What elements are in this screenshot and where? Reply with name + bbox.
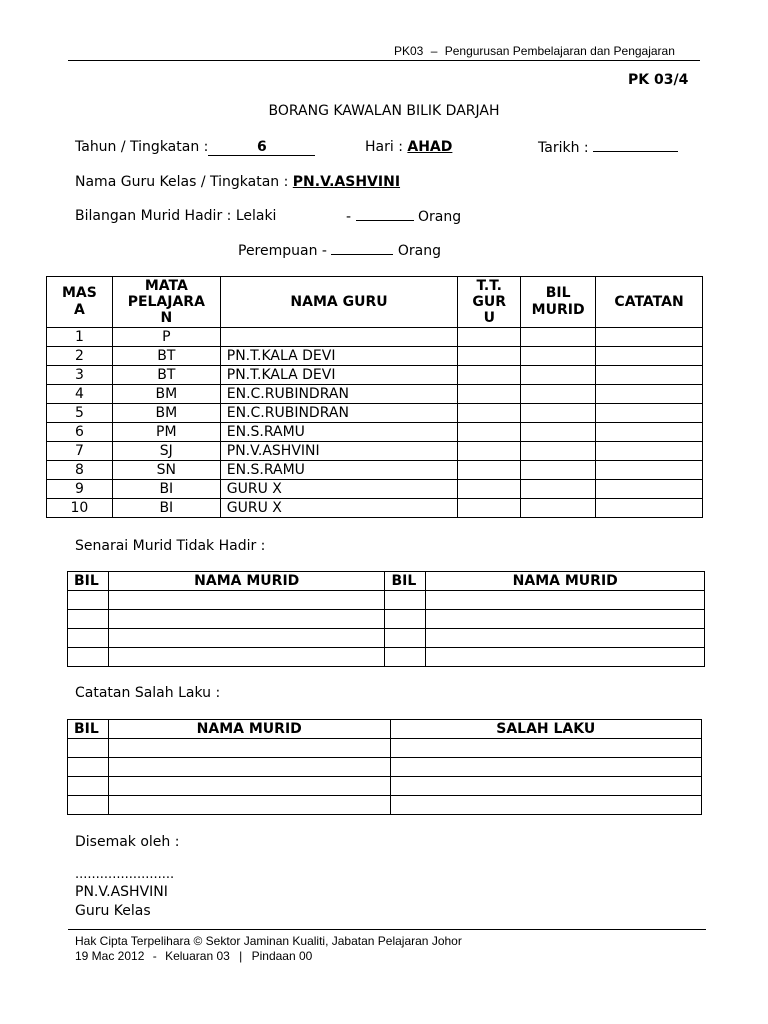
table-row [47,442,703,461]
absent-label: Senarai Murid Tidak Hadir : [75,538,266,554]
tahun-field [75,139,315,156]
bil-murid-cell [521,347,596,366]
col-mata-pelajaran [112,277,220,328]
bil-murid-cell [521,499,596,518]
table-cell [68,739,109,758]
form-code: PK 03/4 [628,72,689,88]
footer-version [75,949,312,963]
lelaki-entry [346,208,461,225]
masa-cell: 4 [47,385,113,404]
guru-kelas-field [75,174,400,190]
hari-field [365,139,452,155]
table-cell [426,648,705,667]
misconduct-col-bil: BIL [68,720,109,739]
absent-col-bil-1: BIL [68,572,109,591]
table-cell [426,629,705,648]
tt-guru-cell [458,423,521,442]
catatan-cell [596,404,703,423]
table-cell [68,610,109,629]
nama-guru-cell: PN.T.KALA DEVI [220,347,458,366]
col-mata-line3: N [160,310,173,326]
nama-guru-cell: EN.S.RAMU [220,461,458,480]
mata-pelajaran-cell: BT [112,347,220,366]
tarikh-field [538,139,678,156]
col-tt-line3: U [483,310,495,326]
bil-murid-cell [521,328,596,347]
col-bil-murid [521,277,596,328]
table-cell [68,796,109,815]
col-masa-line2: A [74,302,85,318]
table-row [47,461,703,480]
mata-pelajaran-cell: SJ [112,442,220,461]
bil-murid-cell [521,442,596,461]
page-title: BORANG KAWALAN BILIK DARJAH [268,103,500,119]
col-masa [47,277,113,328]
misconduct-col-salah: SALAH LAKU [390,720,702,739]
signoff-label: Disemak oleh : [75,834,180,850]
catatan-cell [596,328,703,347]
table-cell [68,629,109,648]
tahun-value: 6 [208,139,315,156]
schedule-header-row [47,277,703,328]
col-bil-line2: MURID [531,302,585,318]
bil-murid-cell [521,385,596,404]
tt-guru-cell [458,347,521,366]
tt-guru-cell [458,442,521,461]
hari-label: Hari : [365,139,403,155]
absent-row [68,591,705,610]
table-cell [108,629,385,648]
table-cell [385,629,426,648]
col-mata-line2: PELAJARA [127,294,205,310]
masa-cell: 9 [47,480,113,499]
table-row [47,385,703,404]
perempuan-blank [331,242,393,255]
table-cell [108,796,390,815]
header-dash: – [430,44,438,58]
footer-rule [68,929,706,930]
col-bil-line1: BIL [545,285,571,301]
tt-guru-cell [458,461,521,480]
masa-cell: 7 [47,442,113,461]
col-mata-line1: MATA [144,278,188,294]
tarikh-blank [593,139,678,152]
absent-header-row [68,572,705,591]
table-cell [68,758,109,777]
footer-copyright: Hak Cipta Terpelihara © Sektor Jaminan Kualiti, Jabatan Pelajaran Johor [75,934,462,948]
table-row [47,404,703,423]
footer-pindaan: Pindaan 00 [251,949,313,963]
table-row [47,499,703,518]
header-subtitle: Pengurusan Pembelajaran dan Pengajaran [444,44,675,58]
table-cell [68,777,109,796]
running-header [394,44,675,58]
catatan-cell [596,347,703,366]
table-row [47,328,703,347]
tt-guru-cell [458,366,521,385]
nama-guru-cell: GURU X [220,480,458,499]
col-nama-guru: NAMA GURU [220,277,458,328]
table-cell [108,739,390,758]
tt-guru-cell [458,404,521,423]
catatan-cell [596,442,703,461]
absent-row [68,648,705,667]
mata-pelajaran-cell: SN [112,461,220,480]
tahun-label: Tahun / Tingkatan : [75,139,209,155]
perempuan-orang: Orang [397,243,442,259]
absent-row [68,629,705,648]
masa-cell: 3 [47,366,113,385]
col-tt-line2: GUR [472,294,507,310]
tt-guru-cell [458,480,521,499]
misconduct-row [68,796,702,815]
catatan-cell [596,366,703,385]
nama-guru-cell: EN.S.RAMU [220,423,458,442]
col-tt-line1: T.T. [476,278,502,294]
misconduct-row [68,777,702,796]
lelaki-orang: Orang [417,209,462,225]
table-row [47,366,703,385]
col-tt-guru [458,277,521,328]
absent-row [68,610,705,629]
table-cell [108,758,390,777]
mata-pelajaran-cell: P [112,328,220,347]
lelaki-blank [356,208,414,221]
masa-cell: 5 [47,404,113,423]
masa-cell: 6 [47,423,113,442]
table-cell [385,591,426,610]
table-row [47,347,703,366]
tt-guru-cell [458,328,521,347]
catatan-cell [596,461,703,480]
tt-guru-cell [458,385,521,404]
masa-cell: 1 [47,328,113,347]
misconduct-table [67,719,702,815]
mata-pelajaran-cell: BI [112,499,220,518]
masa-cell: 8 [47,461,113,480]
footer-date: 19 Mac 2012 [75,949,145,963]
tarikh-label: Tarikh : [538,140,589,156]
signoff-role: Guru Kelas [75,903,151,919]
absent-col-nama-2: NAMA MURID [426,572,705,591]
table-cell [390,777,702,796]
footer-keluaran: Keluaran 03 [165,949,230,963]
table-cell [385,610,426,629]
table-cell [108,591,385,610]
masa-cell: 10 [47,499,113,518]
header-ref: PK03 [394,44,424,58]
masa-cell: 2 [47,347,113,366]
guru-kelas-value: PN.V.ASHVINI [292,174,401,190]
table-cell [426,591,705,610]
nama-guru-cell: PN.V.ASHVINI [220,442,458,461]
bil-murid-cell [521,366,596,385]
table-cell [108,777,390,796]
bil-murid-cell [521,461,596,480]
absent-col-nama-1: NAMA MURID [108,572,385,591]
misconduct-label: Catatan Salah Laku : [75,685,221,701]
col-masa-line1: MAS [62,285,97,301]
catatan-cell [596,385,703,404]
catatan-cell [596,480,703,499]
mata-pelajaran-cell: BI [112,480,220,499]
table-cell [108,648,385,667]
footer-sep-dash: - [152,949,157,963]
table-cell [390,739,702,758]
bil-murid-cell [521,423,596,442]
table-cell [390,758,702,777]
signoff-name: PN.V.ASHVINI [75,884,168,900]
misconduct-header-row [68,720,702,739]
misconduct-col-nama: NAMA MURID [108,720,390,739]
table-row [47,423,703,442]
perempuan-label: Perempuan - [238,243,327,259]
table-cell [108,610,385,629]
lelaki-label: Bilangan Murid Hadir : Lelaki [75,208,277,224]
table-cell [68,591,109,610]
hari-value: AHAD [407,139,453,155]
misconduct-row [68,739,702,758]
footer-sep-bar: | [239,949,243,963]
nama-guru-cell: EN.C.RUBINDRAN [220,404,458,423]
table-cell [385,648,426,667]
col-catatan: CATATAN [596,277,703,328]
table-cell [426,610,705,629]
mata-pelajaran-cell: BM [112,404,220,423]
bil-murid-cell [521,404,596,423]
absent-table [67,571,705,667]
perempuan-entry [238,242,441,259]
nama-guru-cell [220,328,458,347]
table-cell [68,648,109,667]
schedule-table [46,276,703,518]
signature-dots: ........................ [75,867,175,882]
misconduct-row [68,758,702,777]
absent-col-bil-2: BIL [385,572,426,591]
nama-guru-cell: EN.C.RUBINDRAN [220,385,458,404]
bil-murid-cell [521,480,596,499]
table-cell [390,796,702,815]
header-rule [68,60,700,61]
mata-pelajaran-cell: BM [112,385,220,404]
catatan-cell [596,499,703,518]
catatan-cell [596,423,703,442]
guru-kelas-label: Nama Guru Kelas / Tingkatan : [75,174,289,190]
mata-pelajaran-cell: BT [112,366,220,385]
table-row [47,480,703,499]
nama-guru-cell: PN.T.KALA DEVI [220,366,458,385]
mata-pelajaran-cell: PM [112,423,220,442]
nama-guru-cell: GURU X [220,499,458,518]
tt-guru-cell [458,499,521,518]
lelaki-dash: - [346,209,352,225]
